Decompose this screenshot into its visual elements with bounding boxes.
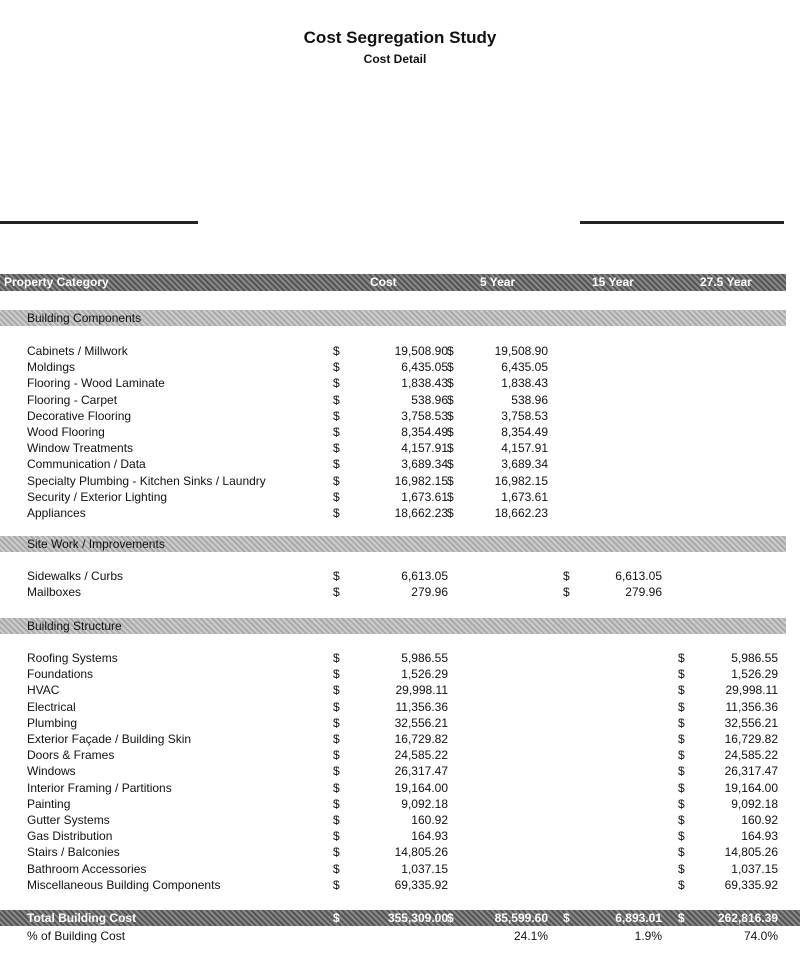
row-class-value: 69,335.92 <box>724 877 778 892</box>
row-cost: 19,164.00 <box>394 780 448 795</box>
currency: $ <box>333 877 340 892</box>
row-class-value: 3,689.34 <box>501 457 548 472</box>
table-row <box>0 715 800 731</box>
divider <box>0 221 198 224</box>
table-row <box>0 650 800 666</box>
row-label: Gutter Systems <box>27 813 110 827</box>
currency: $ <box>678 715 685 730</box>
table-row <box>0 505 800 521</box>
row-class-value: 4,157.91 <box>501 441 548 456</box>
currency: $ <box>333 715 340 730</box>
currency: $ <box>333 473 340 488</box>
row-label: Appliances <box>27 506 86 520</box>
currency: $ <box>333 344 340 358</box>
table-row <box>0 780 800 796</box>
row-cost: 32,556.21 <box>394 715 448 730</box>
currency: $ <box>333 425 340 439</box>
currency: $ <box>678 861 685 876</box>
currency: $ <box>678 780 685 795</box>
table-row <box>0 424 800 440</box>
row-label: Plumbing <box>27 715 78 730</box>
row-class-value: 1,037.15 <box>731 861 778 876</box>
currency: $ <box>678 845 685 860</box>
currency: $ <box>333 764 340 779</box>
row-label: Wood Flooring <box>27 425 105 439</box>
percent-15-year: 1.9% <box>634 929 662 943</box>
row-cost: 14,805.26 <box>394 845 448 860</box>
section-header <box>0 618 786 634</box>
currency: $ <box>333 441 340 456</box>
row-class-value: 164.93 <box>741 829 778 844</box>
table-row <box>0 812 800 828</box>
table-row <box>0 343 800 359</box>
row-class-value: 1,838.43 <box>501 376 548 391</box>
currency: $ <box>333 699 340 714</box>
row-cost: 19,508.90 <box>394 344 448 358</box>
document-subtitle: Cost Detail <box>363 52 427 66</box>
row-label: Interior Framing / Partitions <box>27 780 172 795</box>
row-class-value: 3,758.53 <box>501 408 548 423</box>
row-cost: 9,092.18 <box>401 796 448 811</box>
row-cost: 164.93 <box>411 829 448 844</box>
currency: $ <box>678 877 685 892</box>
currency: $ <box>678 829 685 844</box>
row-class-value: 14,805.26 <box>724 845 778 860</box>
percent-5-year: 24.1% <box>513 929 548 943</box>
currency: $ <box>447 441 454 456</box>
table-row <box>0 568 800 584</box>
row-label: Miscellaneous Building Components <box>27 877 221 892</box>
row-label: Flooring - Wood Laminate <box>27 376 165 391</box>
row-cost: 1,838.43 <box>401 376 448 391</box>
row-cost: 69,335.92 <box>394 877 448 892</box>
currency: $ <box>333 845 340 860</box>
row-cost: 11,356.36 <box>395 699 448 714</box>
row-label: Stairs / Balconies <box>27 845 120 860</box>
currency: $ <box>447 911 454 925</box>
row-label: Windows <box>27 764 76 779</box>
table-row <box>0 844 800 860</box>
row-label: Doors & Frames <box>27 748 115 763</box>
row-cost: 1,037.15 <box>401 861 448 876</box>
row-class-value: 16,729.82 <box>724 732 778 746</box>
currency: $ <box>333 796 340 811</box>
row-cost: 160.92 <box>411 813 448 827</box>
currency: $ <box>333 861 340 876</box>
currency: $ <box>678 732 685 746</box>
currency: $ <box>678 813 685 827</box>
row-cost: 26,317.47 <box>394 764 448 779</box>
table-row <box>0 440 800 456</box>
currency: $ <box>678 699 685 714</box>
percent-row <box>0 928 800 944</box>
row-label: Specialty Plumbing - Kitchen Sinks / Laundry <box>27 473 266 488</box>
row-label: Communication / Data <box>27 457 146 472</box>
row-cost: 3,689.34 <box>401 457 448 472</box>
currency: $ <box>333 408 340 423</box>
table-row <box>0 456 800 472</box>
table-row <box>0 731 800 747</box>
table-row <box>0 375 800 391</box>
row-cost: 1,526.29 <box>401 667 448 682</box>
table-row <box>0 666 800 682</box>
row-label: Roofing Systems <box>27 651 118 665</box>
table-row <box>0 861 800 877</box>
currency: $ <box>333 748 340 763</box>
row-label: Electrical <box>27 699 76 714</box>
total-label: Total Building Cost <box>27 911 137 925</box>
row-label: Decorative Flooring <box>27 408 132 423</box>
currency: $ <box>678 748 685 763</box>
currency: $ <box>678 911 685 925</box>
section-header <box>0 536 786 552</box>
row-class-value: 16,982.15 <box>494 473 548 488</box>
currency: $ <box>333 360 340 375</box>
row-cost: 8,354.49 <box>401 425 448 439</box>
table-row <box>0 763 800 779</box>
table-row <box>0 877 800 893</box>
currency: $ <box>563 911 570 925</box>
header-15-year: 15 Year <box>592 275 634 289</box>
currency: $ <box>333 506 340 520</box>
currency: $ <box>447 457 454 472</box>
currency: $ <box>333 392 340 407</box>
row-label: HVAC <box>27 683 60 698</box>
currency: $ <box>333 585 340 600</box>
currency: $ <box>333 911 340 925</box>
row-label: Security / Exterior Lighting <box>27 489 168 504</box>
row-label: Window Treatments <box>27 441 134 456</box>
row-label: Cabinets / Millwork <box>27 344 128 358</box>
table-row <box>0 392 800 408</box>
table-row <box>0 473 800 489</box>
row-class-value: 8,354.49 <box>501 425 548 439</box>
table-header <box>0 274 786 291</box>
table-row <box>0 747 800 763</box>
currency: $ <box>333 813 340 827</box>
row-label: Painting <box>27 796 71 811</box>
row-class-value: 18,662.23 <box>494 506 548 520</box>
row-label: Exterior Façade / Building Skin <box>27 732 192 746</box>
header-cost: Cost <box>370 275 397 289</box>
row-label: Sidewalks / Curbs <box>27 569 124 583</box>
table-row <box>0 584 800 600</box>
currency: $ <box>333 569 340 583</box>
currency: $ <box>563 569 570 583</box>
row-class-value: 6,435.05 <box>501 360 548 375</box>
currency: $ <box>447 408 454 423</box>
row-cost: 16,982.15 <box>394 473 448 488</box>
currency: $ <box>563 585 570 600</box>
section-title: Building Components <box>27 311 142 325</box>
row-cost: 538.96 <box>411 392 448 407</box>
currency: $ <box>333 667 340 682</box>
section-title: Site Work / Improvements <box>27 537 165 551</box>
currency: $ <box>447 376 454 391</box>
row-cost: 4,157.91 <box>401 441 448 456</box>
header-27-5-year: 27.5 Year <box>700 275 752 289</box>
header-5-year: 5 Year <box>480 275 516 289</box>
section-title: Building Structure <box>27 619 122 633</box>
row-cost: 24,585.22 <box>394 748 448 763</box>
currency: $ <box>678 683 685 698</box>
row-class-value: 29,998.11 <box>725 683 778 698</box>
row-cost: 29,998.11 <box>395 683 448 698</box>
currency: $ <box>333 651 340 665</box>
currency: $ <box>678 764 685 779</box>
row-label: Flooring - Carpet <box>27 392 118 407</box>
document-title: Cost Segregation Study <box>303 28 497 47</box>
table-row <box>0 828 800 844</box>
section-header <box>0 310 786 326</box>
row-cost: 5,986.55 <box>401 651 448 665</box>
table-row <box>0 408 800 424</box>
row-cost: 18,662.23 <box>394 506 448 520</box>
currency: $ <box>333 829 340 844</box>
row-label: Foundations <box>27 667 94 682</box>
row-class-value: 19,164.00 <box>724 780 778 795</box>
row-class-value: 279.96 <box>625 585 662 600</box>
currency: $ <box>333 489 340 504</box>
row-class-value: 26,317.47 <box>724 764 778 779</box>
row-cost: 16,729.82 <box>394 732 448 746</box>
currency: $ <box>333 732 340 746</box>
row-class-value: 32,556.21 <box>724 715 778 730</box>
row-class-value: 1,526.29 <box>731 667 778 682</box>
row-cost: 3,758.53 <box>401 408 448 423</box>
total-row <box>0 910 800 926</box>
row-label: Mailboxes <box>27 585 82 600</box>
total-5-year: 85,599.60 <box>494 911 548 925</box>
currency: $ <box>333 780 340 795</box>
total-15-year: 6,893.01 <box>615 911 662 925</box>
currency: $ <box>678 667 685 682</box>
row-label: Bathroom Accessories <box>27 861 147 876</box>
divider <box>580 221 784 224</box>
currency: $ <box>447 506 454 520</box>
table-row <box>0 489 800 505</box>
row-cost: 6,435.05 <box>401 360 448 375</box>
row-cost: 6,613.05 <box>401 569 448 583</box>
row-class-value: 160.92 <box>741 813 778 827</box>
currency: $ <box>447 392 454 407</box>
row-class-value: 24,585.22 <box>724 748 778 763</box>
currency: $ <box>333 457 340 472</box>
currency: $ <box>447 344 454 358</box>
currency: $ <box>447 360 454 375</box>
row-cost: 279.96 <box>411 585 448 600</box>
table-row <box>0 796 800 812</box>
header-category: Property Category <box>4 275 109 289</box>
currency: $ <box>447 425 454 439</box>
row-class-value: 1,673.61 <box>501 489 548 504</box>
row-class-value: 9,092.18 <box>731 796 778 811</box>
currency: $ <box>333 683 340 698</box>
currency: $ <box>447 473 454 488</box>
currency: $ <box>333 376 340 391</box>
currency: $ <box>678 651 685 665</box>
table-row <box>0 682 800 698</box>
currency: $ <box>447 489 454 504</box>
row-class-value: 11,356.36 <box>725 699 778 714</box>
row-class-value: 19,508.90 <box>494 344 548 358</box>
row-class-value: 5,986.55 <box>731 651 778 665</box>
table-row <box>0 699 800 715</box>
currency: $ <box>678 796 685 811</box>
row-label: Moldings <box>27 360 76 375</box>
row-label: Gas Distribution <box>27 829 113 844</box>
row-cost: 1,673.61 <box>401 489 448 504</box>
row-class-value: 6,613.05 <box>615 569 662 583</box>
row-class-value: 538.96 <box>511 392 548 407</box>
table-row <box>0 359 800 375</box>
percent-27-5-year: 74.0% <box>743 929 778 943</box>
total-cost: 355,309.00 <box>387 911 448 925</box>
percent-label: % of Building Cost <box>27 929 126 943</box>
total-27-5-year: 262,816.39 <box>717 911 778 925</box>
